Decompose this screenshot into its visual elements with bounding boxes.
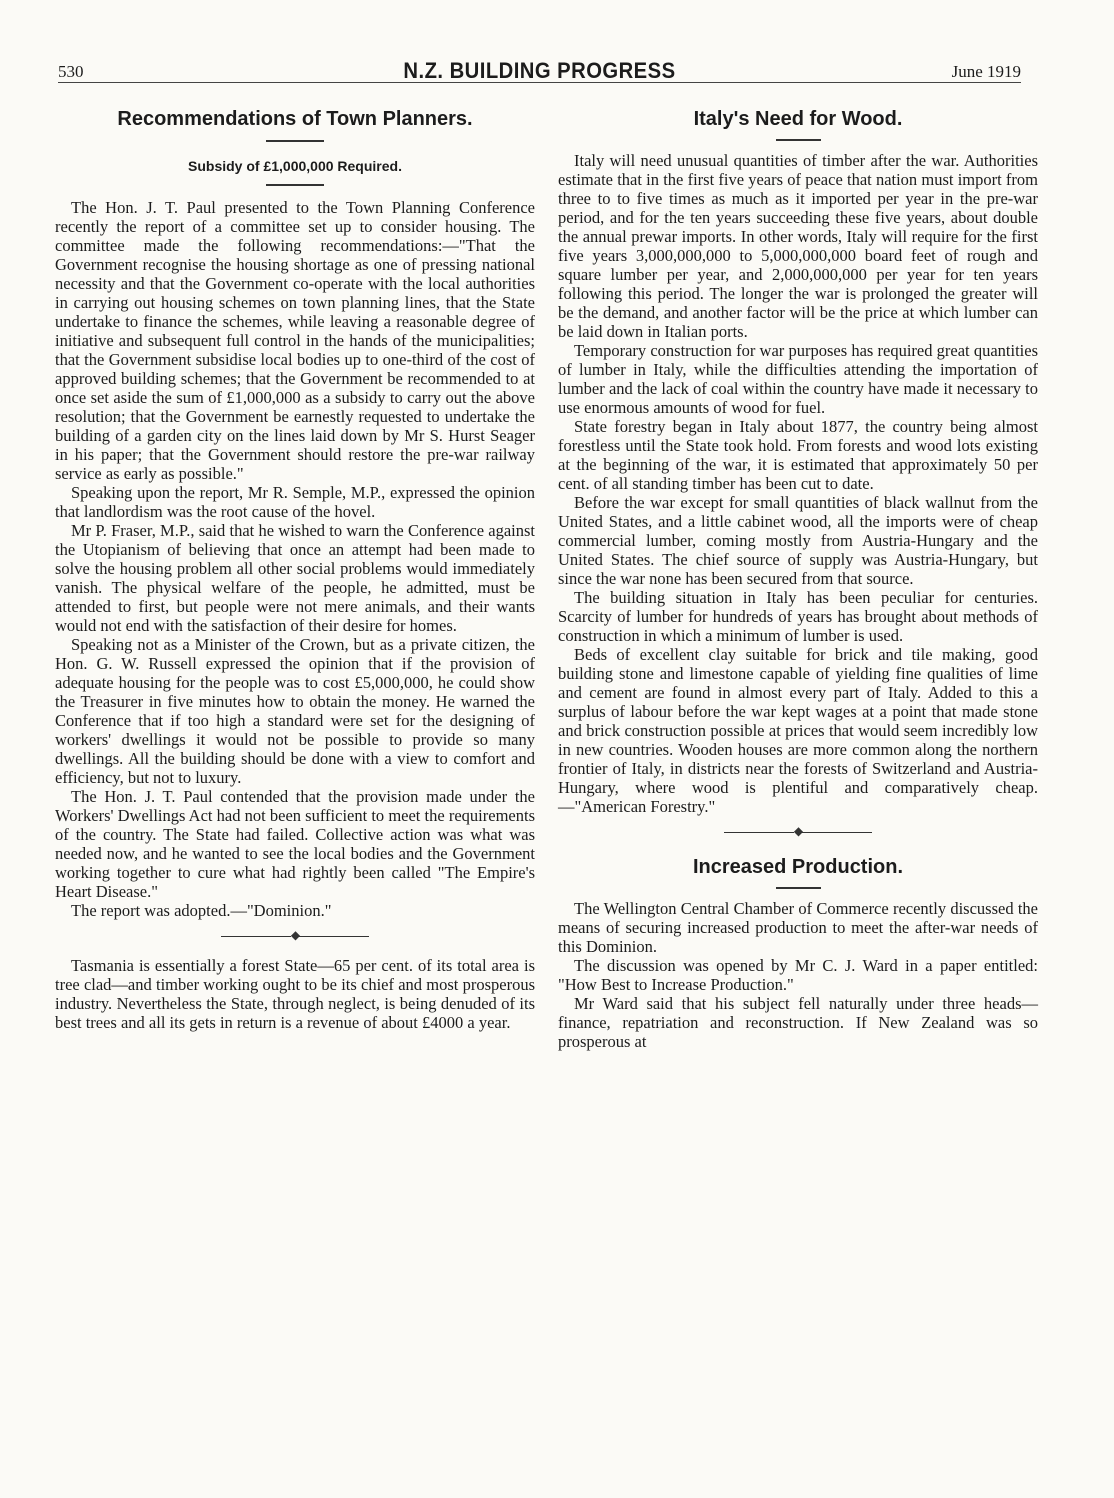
paragraph: The discussion was opened by Mr C. J. Ward in a paper entitled: "How Best to Increase Production." [558, 956, 1038, 994]
paragraph: Speaking upon the report, Mr R. Semple, M.P., expressed the opinion that landlordism was the root cause of the hovel. [55, 483, 535, 521]
paragraph: The Hon. J. T. Paul presented to the Town Planning Conference recently the report of a committee set up to consider housing. The committee made the following recommendations:—"That the Government recognise the housing shortage as one of pressing national necessity and that the Government co-operate with the local authorities in carrying out housing schemes on town planning lines, that the State undertake to finance the schemes, while leaving a reasonable degree of initiative and subsequent full control in the hands of the municipalities; that the Government subsidise local bodies up to one-third of the cost of approved building schemes; that the Government be recommended to at once set aside the sum of £1,000,000 as a subsidy to carry out the above resolution; that the Government be earnestly requested to undertake the building of a garden city on the lines laid down by Mr S. Hurst Seager in his paper; that the Government should restore the pre-war railway service as early as possible." [55, 198, 535, 483]
paragraph-tasmania: Tasmania is essentially a forest State—65 per cent. of its total area is tree clad—and timber working ought to be its chief and most prosperous industry. Nevertheless the State, through neglect, is being denuded of its best trees and all its gets in return is a revenue of about £4000 a year. [55, 956, 535, 1032]
article-subtitle: Subsidy of £1,000,000 Required. [188, 158, 402, 174]
title-rule [776, 887, 821, 889]
issue-date: June 1919 [951, 62, 1021, 81]
paragraph: State forestry began in Italy about 1877, the country being almost forestless until the State took hold. From forests and wood lots existing at the beginning of the war, it is estimated that approximately 50 per cent. of all standing timber has been cut to date. [558, 417, 1038, 493]
masthead: N.Z. BUILDING PROGRESS [403, 58, 676, 83]
paragraph: Italy will need unusual quantities of timber after the war. Authorities estimate that in the first five years of peace that nation must import from three to to five times as much as it imported per year in the pre-war period, and for the ten years succeeding these five years, about double the annual prewar imports. In other words, Italy will require for the first five years 3,000,000,000 to 5,000,000,000 board feet of rough and square lumber per year, and 2,000,000,000 per year for ten years following this period. The longer the war is prolonged the greater will be the demand, and another factor will be the price at which lumber can be laid down in Italian ports. [558, 151, 1038, 341]
title-rule [776, 139, 821, 141]
paragraph: Before the war except for small quantities of black wallnut from the United States, and a little cabinet wood, all the imports were of cheap commercial lumber, coming mostly from Austria-Hungary and the United States. The chief source of supply was Austria-Hungary, but since the war none has been secured from that source. [558, 493, 1038, 588]
paragraph: Mr P. Fraser, M.P., said that he wished to warn the Conference against the Utopianism of believing that once an attempt had been made to solve the housing problem all other social problems would immediately vanish. The physical welfare of the people, he admitted, must be attended to first, but people were not mere animals, and their wants would not end with the satisfaction of their desire for homes. [55, 521, 535, 635]
article-title-increased-production: Increased Production. [692, 856, 904, 878]
article-title-italy: Italy's Need for Wood. [693, 108, 903, 130]
paragraph: The Wellington Central Chamber of Commerce recently discussed the means of securing increased production to meet the after-war needs of this Dominion. [558, 899, 1038, 956]
paragraph: Beds of excellent clay suitable for brick and tile making, good building stone and limestone capable of yielding fine qualities of lime and cement are found in almost every part of Italy. Added to this a surplus of labour before the war kept wages at a point that made stone and brick construction possible at prices that would seem incredibly low in new countries. Wooden houses are more common along the northern frontier of Italy, in districts near the forests of Switzerland and Austria-Hungary, where wood is plentiful and comparatively cheap.—"American Forestry." [558, 645, 1038, 816]
page-number: 530 [58, 62, 84, 81]
subtitle-rule [266, 184, 324, 186]
right-column [558, 104, 1038, 1051]
paragraph: Speaking not as a Minister of the Crown, but as a private citizen, the Hon. G. W. Russell expressed the opinion that if the provision of adequate housing for the people was to cost £5,000,000, he could show the Treasurer in five minutes how to obtain the money. He warned the Conference that if too high a standard were set for the designing of workers' dwellings it would not be possible to provide so many dwellings. All the building should be done with a view to comfort and efficiency, but not to luxury. [55, 635, 535, 787]
title-rule [266, 140, 324, 142]
header-rule [58, 82, 1021, 83]
page-header [58, 58, 1021, 90]
section-divider: ◆ [55, 928, 535, 942]
section-divider: ◆ [558, 824, 1038, 838]
paragraph: The building situation in Italy has been peculiar for centuries. Scarcity of lumber for hundreds of years has brought about methods of construction in which a minimum of lumber is used. [558, 588, 1038, 645]
paragraph: The Hon. J. T. Paul contended that the provision made under the Workers' Dwellings Act had not been sufficient to meet the requirements of the country. The State had failed. Collective action was what was needed now, and he wanted to see the local bodies and the Government working together to cure what had rightly been called "The Empire's Heart Disease." [55, 787, 535, 901]
article-title-town-planners: Recommendations of Town Planners. [117, 108, 473, 130]
paragraph: Temporary construction for war purposes has required great quantities of lumber in Italy, while the difficulties attending the importation of lumber and the lack of coal within the country have made it necessary to use enormous amounts of wood for fuel. [558, 341, 1038, 417]
left-column [55, 104, 535, 1032]
paragraph: Mr Ward said that his subject fell naturally under three heads—finance, repatriation and reconstruction. If New Zealand was so prosperous at [558, 994, 1038, 1051]
paragraph: The report was adopted.—"Dominion." [71, 901, 332, 920]
